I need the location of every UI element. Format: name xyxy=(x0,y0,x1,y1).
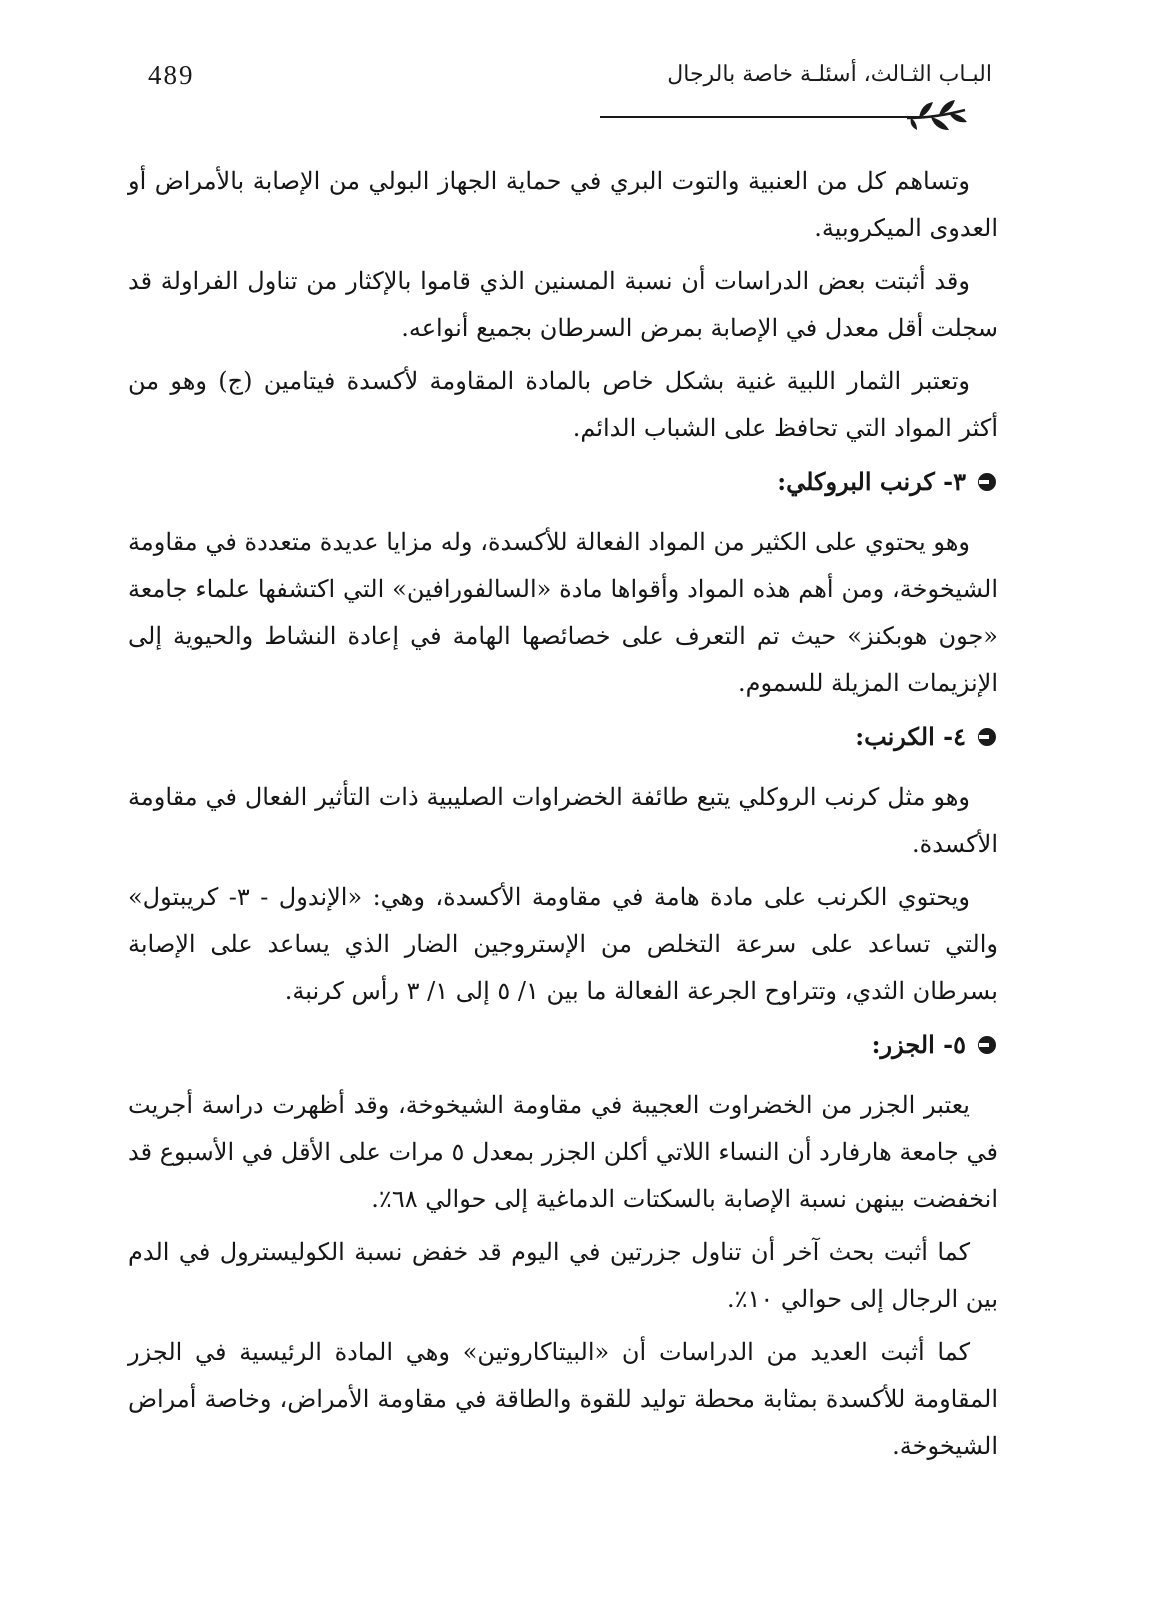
bullet-icon xyxy=(976,726,998,748)
header-divider xyxy=(600,116,920,118)
section-heading-cabbage xyxy=(128,713,998,760)
bullet-icon xyxy=(976,471,998,493)
section-heading-text: ٥- الجزر: xyxy=(871,1030,966,1059)
paragraph: وتعتبر الثمار اللبية غنية بشكل خاص بالمادة المقاومة لأكسدة فيتامين (ج) وهو من أكثر المواد التي تحافظ على الشباب الدائم. xyxy=(128,367,998,442)
paragraph: وقد أثبتت بعض الدراسات أن نسبة المسنين الذي قاموا بالإكثار من تناول الفراولة قد سجلت أقل معدل في الإصابة بمرض السرطان بجميع أنواعه. xyxy=(128,267,998,342)
running-header: البـاب الثـالث، أسئلـة خاصة بالرجال xyxy=(667,62,992,87)
page-number: 489 xyxy=(148,60,195,90)
section-heading-carrot xyxy=(128,1021,998,1068)
paragraph: وهو يحتوي على الكثير من المواد الفعالة للأكسدة، وله مزايا عديدة متعددة في مقاومة الشيخوخة، ومن أهم هذه المواد وأقواها مادة «السالفورافين» التي اكتشفها علماء جامعة «جون هوبكنز» حيث تم التعرف على خصائصها الهامة في إعادة النشاط والحيوية إلى الإنزيمات المزيلة للسموم. xyxy=(128,528,999,697)
paragraph: كما أثبت بحث آخر أن تناول جزرتين في اليوم قد خفض نسبة الكوليسترول في الدم بين الرجال إلى حوالي ١٠٪. xyxy=(128,1238,998,1313)
paragraph: يعتبر الجزر من الخضراوت العجيبة في مقاومة الشيخوخة، وقد أظهرت دراسة أجريت في جامعة هارفارد أن النساء اللاتي أكلن الجزر بمعدل ٥ مرات على الأقل في الأسبوع قد انخفضت بينهن نسبة الإصابة بالسكتات الدماغية إلى حوالي ٦٨٪. xyxy=(128,1091,998,1213)
paragraph: كما أثبت العديد من الدراسات أن «البيتاكاروتين» وهي المادة الرئيسية في الجزر المقاومة للأكسدة بمثابة محطة توليد للقوة والطاقة في مقاومة الأمراض، وخاصة أمراض الشيخوخة. xyxy=(128,1338,998,1460)
paragraph: ويحتوي الكرنب على مادة هامة في مقاومة الأكسدة، وهي: «الإندول - ٣- كريبتول» والتي تساعد على سرعة التخلص من الإستروجين الضار الذي يساعد على الإصابة بسرطان الثدي، وتتراوح الجرعة الفعالة ما بين ١/ ٥ إلى ١/ ٣ رأس كرنبة. xyxy=(128,883,998,1005)
bullet-icon xyxy=(976,1034,998,1056)
section-heading-text: ٤- الكرنب: xyxy=(855,722,966,751)
section-heading-broccoli xyxy=(128,458,998,505)
leaf-branch-icon xyxy=(905,96,969,136)
page-body xyxy=(128,158,998,1476)
paragraph: وتساهم كل من العنبية والتوت البري في حماية الجهاز البولي من الإصابة بالأمراض أو العدوى الميكروبية. xyxy=(128,167,998,242)
paragraph: وهو مثل كرنب الروكلي يتبع طائفة الخضراوات الصليبية ذات التأثير الفعال في مقاومة الأكسدة. xyxy=(128,783,998,858)
section-heading-text: ٣- كرنب البروكلي: xyxy=(777,467,966,496)
